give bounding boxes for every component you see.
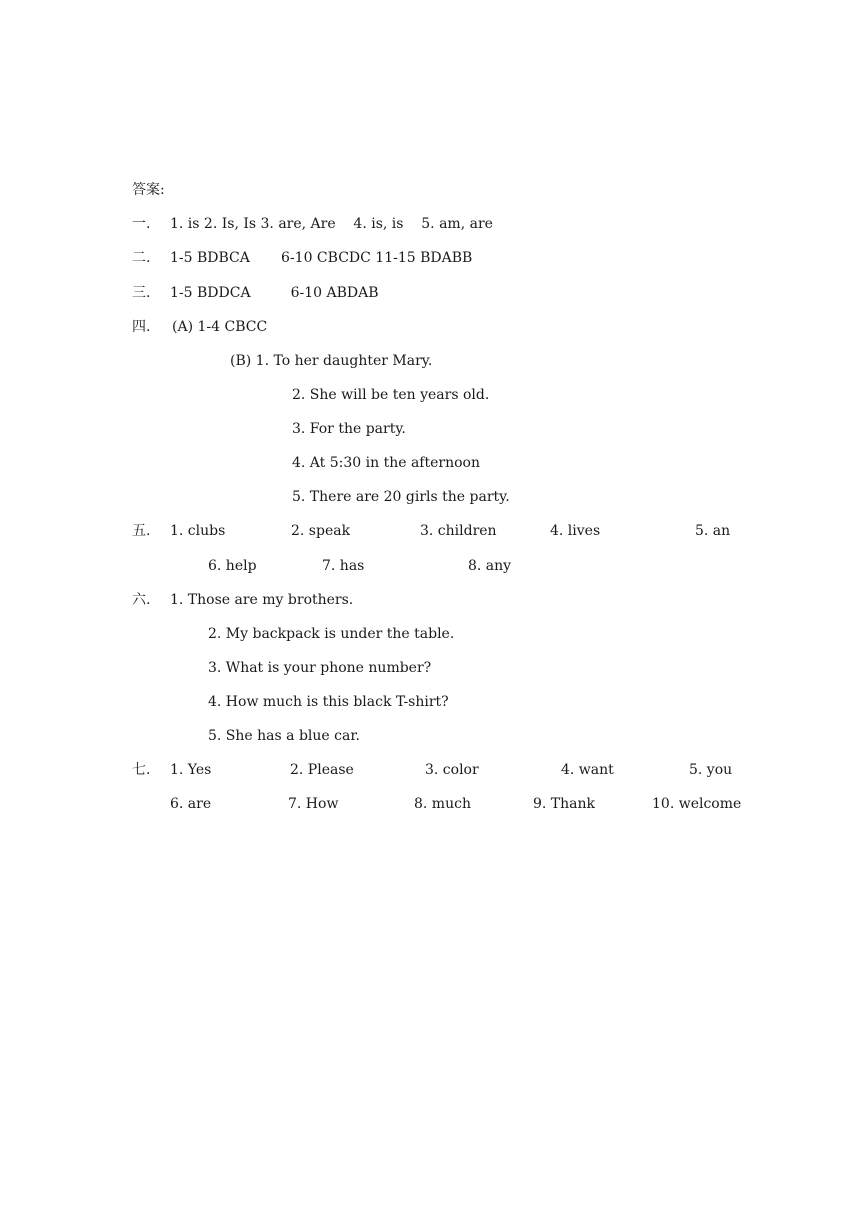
section-4-number: 四. <box>132 319 151 335</box>
section-6-line: 3. What is your phone number? <box>208 660 432 676</box>
section-2-number: 二. <box>132 250 151 266</box>
section-1-answers: 1. is 2. Is, Is 3. are, Are 4. is, is 5. am, are <box>170 216 493 232</box>
section-5-item: 5. an <box>695 523 731 539</box>
section-7-item: 7. How <box>288 796 339 812</box>
section-5-item: 4. lives <box>550 523 601 539</box>
section-7-item: 9. Thank <box>533 796 596 812</box>
section-1-number: 一. <box>132 216 151 232</box>
section-2-answers: 1-5 BDBCA 6-10 CBCDC 11-15 BDABB <box>170 250 473 266</box>
answer-heading: 答案: <box>132 182 165 198</box>
section-4-part-b-line: 3. For the party. <box>292 421 406 437</box>
section-4-part-b-line: (B) 1. To her daughter Mary. <box>230 353 433 369</box>
section-5-item: 7. has <box>322 558 365 574</box>
section-7-item: 6. are <box>170 796 212 812</box>
section-7-item: 5. you <box>689 762 733 778</box>
section-4-part-b-line: 2. She will be ten years old. <box>292 387 490 403</box>
section-7-number: 七. <box>132 762 151 778</box>
section-6-line: 5. She has a blue car. <box>208 728 360 744</box>
section-5-number: 五. <box>132 523 151 539</box>
section-7-item: 8. much <box>414 796 471 812</box>
section-5-item: 6. help <box>208 558 257 574</box>
section-7-item: 1. Yes <box>170 762 212 778</box>
section-5-item: 8. any <box>468 558 512 574</box>
section-7-item: 2. Please <box>290 762 354 778</box>
section-3-answers: 1-5 BDDCA 6-10 ABDAB <box>170 285 379 301</box>
section-6-line: 1. Those are my brothers. <box>170 592 354 608</box>
section-4-part-a: (A) 1-4 CBCC <box>172 319 268 335</box>
section-6-line: 2. My backpack is under the table. <box>208 626 455 642</box>
section-5-item: 2. speak <box>291 523 351 539</box>
section-5-item: 1. clubs <box>170 523 226 539</box>
section-4-part-b-line: 4. At 5:30 in the afternoon <box>292 455 480 471</box>
section-7-item: 4. want <box>561 762 614 778</box>
section-6-line: 4. How much is this black T-shirt? <box>208 694 449 710</box>
section-3-number: 三. <box>132 285 151 301</box>
section-5-item: 3. children <box>420 523 497 539</box>
section-7-item: 10. welcome <box>652 796 742 812</box>
section-4-part-b-line: 5. There are 20 girls the party. <box>292 489 510 505</box>
section-7-item: 3. color <box>425 762 479 778</box>
section-6-number: 六. <box>132 592 151 608</box>
